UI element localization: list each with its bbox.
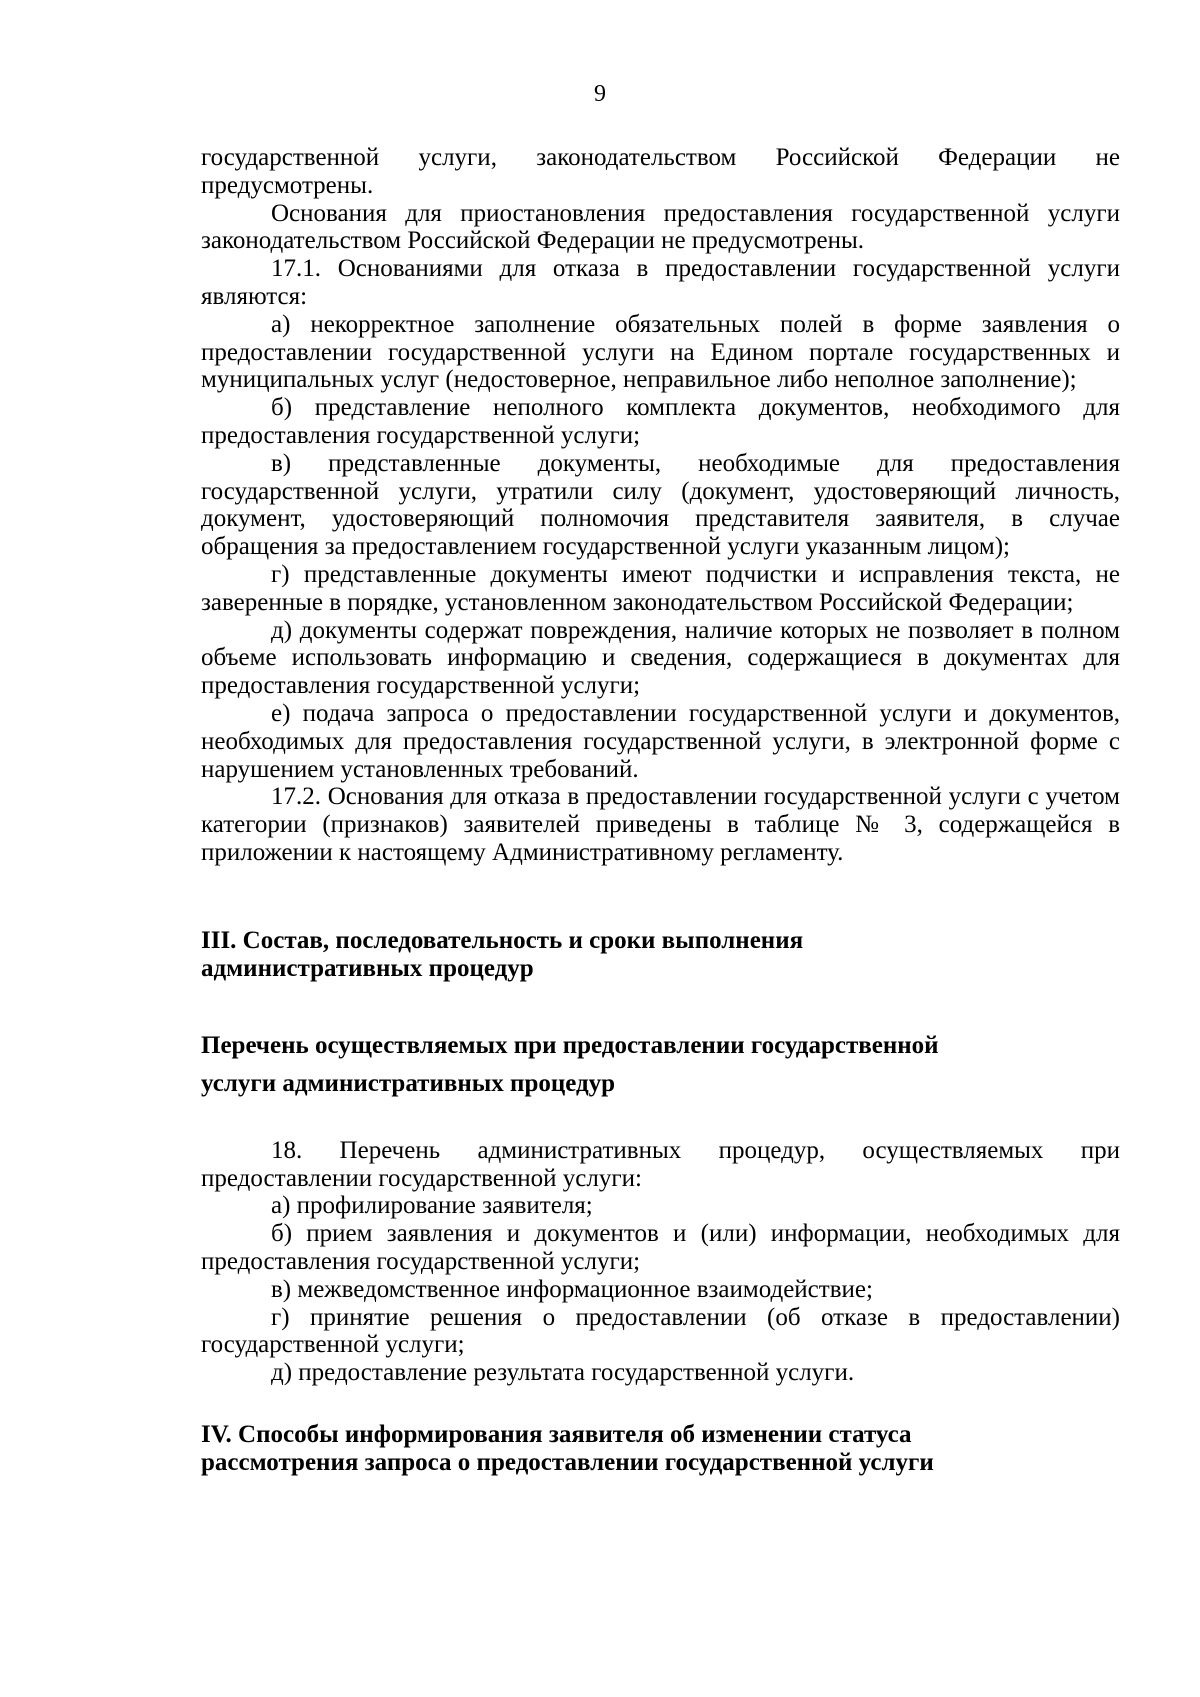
paragraph-18: 18. Перечень административных процедур, осуществляемых при предоставлении государственной услуги: <box>201 1136 1120 1192</box>
procedure-item-d: д) предоставление результата государственной услуги. <box>271 1359 855 1387</box>
list-item-g: г) представленные документы имеют подчистки и исправления текста, не заверенные в порядке, установленном законодательством Российской Федерации; <box>201 560 1120 616</box>
page-number: 9 <box>594 81 606 107</box>
paragraph-suspension-grounds: Основания для приостановления предоставления государственной услуги законодательством Российской Федерации не предусмотрены. <box>201 199 1120 255</box>
section-3-heading-line-2: административных процедур <box>201 954 534 982</box>
list-item-e: е) подача запроса о предоставлении государственной услуги и документов, необходимых для предоставления государственной услуги, в электронной форме с нарушением установленных требований. <box>201 699 1120 783</box>
section-3-subheading-line-1: Перечень осуществляемых при предоставлении государственной <box>201 1031 939 1059</box>
procedure-item-v: в) межведомственное информационное взаимодействие; <box>271 1275 873 1303</box>
document-body <box>201 144 1120 1477</box>
procedure-item-a: а) профилирование заявителя; <box>271 1192 593 1220</box>
paragraph-17-1: 17.1. Основаниями для отказа в предоставлении государственной услуги являются: <box>201 255 1120 310</box>
list-item-v: в) представленные документы, необходимые для предоставления государственной услуги, утратили силу (документ, удостоверяющий личность, документ, удостоверяющий полномочия представителя заявителя, в случае обращения за предоставлением государственной услуги указанным лицом); <box>201 449 1120 561</box>
section-4-heading-line-2: рассмотрения запроса о предоставлении государственной услуги <box>201 1448 934 1476</box>
section-3-heading <box>201 927 1120 983</box>
list-item-b: б) представление неполного комплекта документов, необходимого для предоставления государственной услуги; <box>201 394 1120 449</box>
section-3-subheading-line-2: услуги административных процедур <box>201 1069 616 1097</box>
section-4-heading-line-1: IV. Способы информирования заявителя об изменении статуса <box>201 1420 912 1448</box>
section-3-heading-line-1: III. Состав, последовательность и сроки выполнения <box>201 926 804 954</box>
paragraph-continuation: государственной услуги, законодательством Российской Федерации не предусмотрены. <box>201 144 1120 199</box>
section-3-subheading <box>201 1027 1120 1103</box>
list-item-d: д) документы содержат повреждения, наличие которых не позволяет в полном объеме использовать информацию и сведения, содержащиеся в документах для предоставления государственной услуги; <box>201 616 1120 700</box>
procedure-item-b: б) прием заявления и документов и (или) информации, необходимых для предоставления государственной услуги; <box>201 1220 1120 1275</box>
paragraph-17-2: 17.2. Основания для отказа в предоставлении государственной услуги с учетом категории (признаков) заявителей приведены в таблице № 3, содержащейся в приложении к настоящему Административному регламенту. <box>201 783 1120 866</box>
list-item-a: а) некорректное заполнение обязательных полей в форме заявления о предоставлении государственной услуги на Едином портале государственных и муниципальных услуг (недостоверное, неправильное либо неполное заполнение); <box>201 310 1120 394</box>
procedure-item-g: г) принятие решения о предоставлении (об отказе в предоставлении) государственной услуги; <box>201 1303 1120 1359</box>
section-4-heading <box>201 1421 1120 1477</box>
